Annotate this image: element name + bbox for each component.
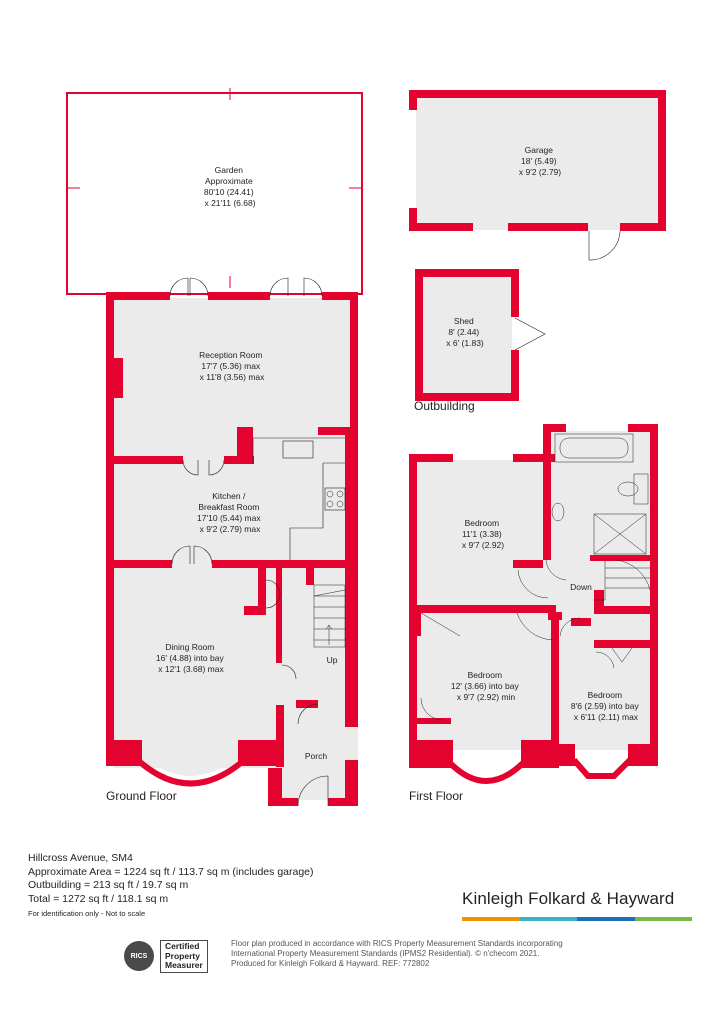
disclaimer-line-2: International Property Measurement Standards (IPMS2 Residential). © n'checom 2021.: [231, 949, 540, 958]
disclaimer-line-1: Floor plan produced in accordance with RICS Property Measurement Standards incorporating: [231, 939, 563, 948]
garden-label: Garden Approximate 80'10 (24.41) x 21'11 (6.68): [203, 165, 256, 208]
shed-label: Shed 8' (2.44) x 6' (1.83): [446, 316, 484, 348]
first-floor-plan: [409, 424, 658, 781]
agency-color-bar: [462, 917, 692, 921]
rics-badge: [124, 940, 208, 973]
outbuilding-area: Outbuilding = 213 sq ft / 19.7 sq m: [28, 879, 189, 891]
porch-label: Porch: [304, 751, 328, 761]
kitchen-label: Kitchen / Breakfast Room 17'10 (5.44) max x 9'2 (2.79) max: [197, 491, 261, 534]
ground-floor-title: Ground Floor: [106, 789, 177, 803]
bedroom-3-label: Bedroom 8'6 (2.59) into bay x 6'11 (2.11) max: [570, 690, 639, 722]
disclaimer-line-3: Produced for Kinleigh Folkard & Hayward. REF: 772802: [231, 959, 430, 968]
stairs-up-label: Up: [326, 655, 338, 665]
badge-line-1: Certified: [165, 941, 200, 951]
stairs-down-label: Down: [570, 582, 592, 592]
disclaimer-text: [231, 939, 591, 969]
property-info: [28, 852, 314, 921]
bar-cyan: [520, 917, 578, 921]
bedroom-1-label: Bedroom 11'1 (3.38) x 9'7 (2.92): [461, 518, 505, 550]
outbuilding-title: Outbuilding: [414, 399, 475, 413]
total-area: Total = 1272 sq ft / 118.1 sq m: [28, 892, 169, 905]
agency-logo-text: Kinleigh Folkard & Hayward: [462, 889, 675, 908]
first-floor-title: First Floor: [409, 789, 463, 803]
badge-line-3: Measurer: [165, 960, 203, 970]
dining-room-label: Dining Room 16' (4.88) into bay x 12'1 (3.68) max: [155, 642, 224, 674]
certified-measurer-box: [160, 940, 208, 973]
bedroom-2-label: Bedroom 12' (3.66) into bay x 9'7 (2.92) min: [450, 670, 519, 702]
address: Hillcross Avenue, SM4: [28, 852, 133, 864]
badge-line-2: Property: [165, 950, 200, 961]
garage-label: Garage 18' (5.49) x 9'2 (2.79): [518, 145, 562, 177]
rics-logo-icon: RICS: [124, 941, 154, 971]
identification-note: For identification only - Not to scale: [28, 909, 146, 918]
bar-blue: [577, 917, 635, 921]
reception-room-label: Reception Room 17'7 (5.36) max x 11'8 (3.56) max: [199, 350, 265, 382]
bar-green: [635, 917, 693, 921]
approximate-area: Approximate Area = 1224 sq ft / 113.7 sq m (includes garage): [28, 865, 314, 878]
bar-orange: [462, 917, 520, 921]
